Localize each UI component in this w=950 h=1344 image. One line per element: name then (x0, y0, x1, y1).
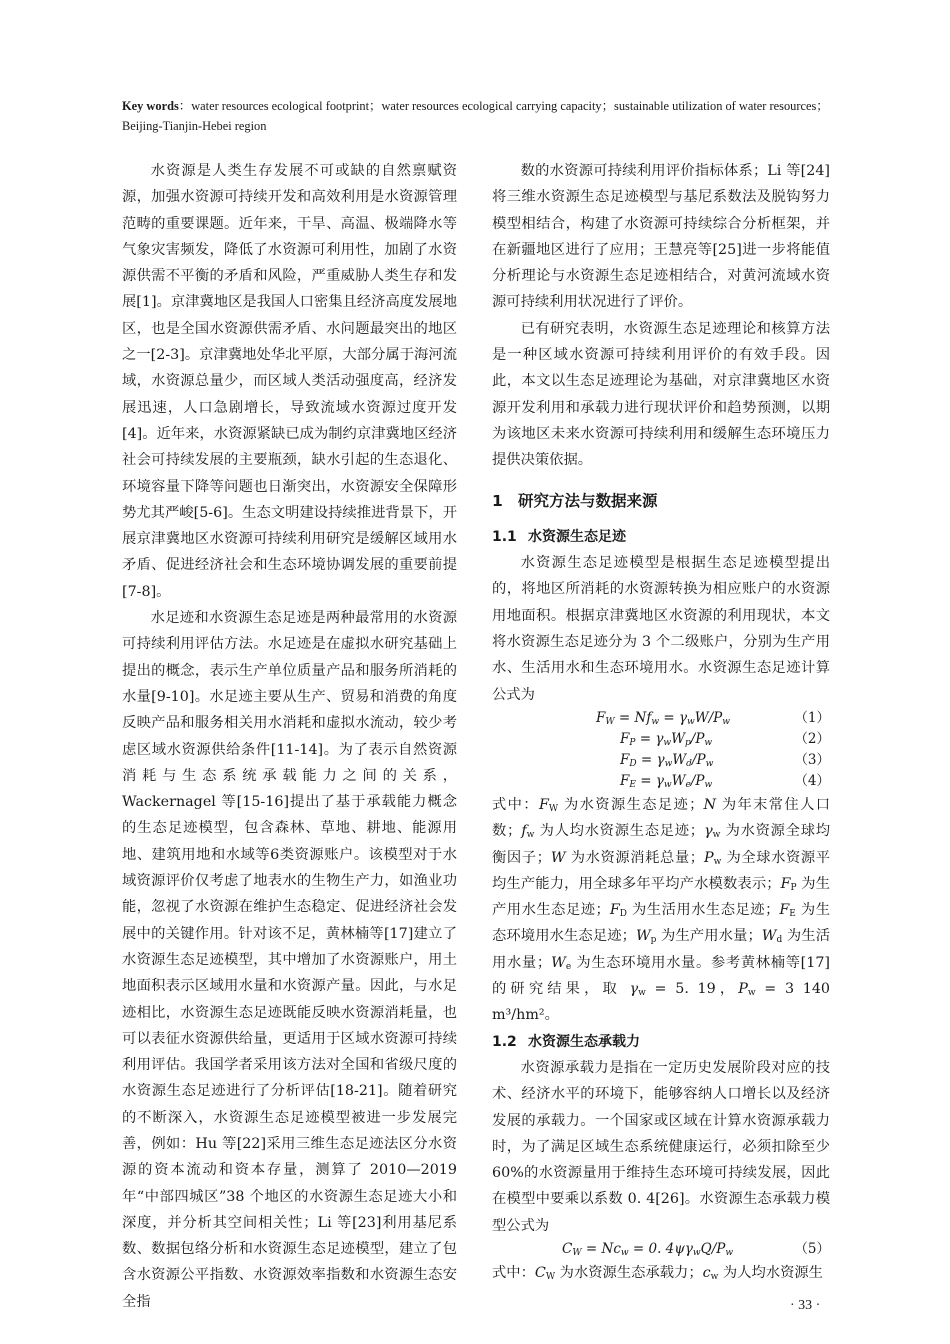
right-paragraph-2: 已有研究表明，水资源生态足迹理论和核算方法是一种区域水资源可持续利用评价的有效手段。因此，本文以生态足迹理论为基础，对京津冀地区水资源开发利用和承载力进行现状评价和趋势预测，以期为该地区未来水资源可持续利用和缓解生态环境压力提供决策依据。 (492, 320, 830, 469)
right-column (492, 158, 830, 1286)
section-1-2-heading: 1.2 水资源生态承载力 (492, 1033, 640, 1050)
equation-2: $F_P = \gamma_wW_p/P_w$ （2） (620, 730, 830, 748)
section-1-2-paragraph: 水资源承载力是指在一定历史发展阶段对应的技术、经济水平的环境下，能够容纳人口增长以及经济发展的承载力。一个国家或区域在计算水资源承载力时，为了满足区域生态系统健康运行，必须扣除至少60%的水资源量用于维持生态环境可持续发展，因此在模型中要乘以系数 0. 4[26]。水资源生态承载力模型公式为 (492, 1059, 830, 1234)
equation-5-definitions: 式中：$C_W$ 为水资源生态承载力；$c_w$ 为人均水资源生 (492, 1264, 823, 1282)
variable-definitions: 式中：$F_W$ 为水资源生态足迹；N 为年末常住人口数；$f_w$ 为人均水资源生态足迹；$\gamma_w$ 为水资源全球均衡因子；W 为水资源消耗总量；$P_w$ 为全球水资源平均生产能力，用全球多年平均产水模数表示；$F_P$ 为生产用水生态足迹；$F_D$ 为生活用水生态足迹；$F_E$ 为生态环境用水生态足迹；$W_p$ 为生产用水量；$W_d$ 为生活用水量；$W_e$ 为生态环境用水量。参考黄林楠等[17]的研究结果，取 $\gamma_w = 5$. 19，$P_w = 3$ 140 m³/hm²。 (492, 796, 831, 1024)
equation-1: $F_W = Nf_w = \gamma_wW/P_w$ （1） (596, 709, 830, 727)
keywords-label: Key words (122, 99, 179, 113)
right-paragraph-1: 数的水资源可持续利用评价指标体系；Li 等[24]将三维水资源生态足迹模型与基尼系数法及脱钩努力模型相结合，构建了水资源可持续综合分析框架，并在新疆地区进行了应用；王慧亮等[25]进一步将能值分析理论与水资源生态足迹相结合，对黄河流域水资源可持续利用状况进行了评价。 (492, 163, 830, 311)
keywords-text: water resources ecological footprint；water resources ecological carrying capacity；sustainable utilization of water resources；Beijing-Tianjin-Hebei region (122, 99, 829, 133)
left-column (122, 158, 457, 1315)
section-1-heading: 1 研究方法与数据来源 (492, 491, 658, 510)
section-1-1-paragraph: 水资源生态足迹模型是根据生态足迹模型提出的，将地区所消耗的水资源转换为相应账户的水资源用地面积。根据京津冀地区水资源的利用现状，本文将水资源生态足迹分为 3 个二级账户，分别为生产用水、生活用水和生态环境用水。水资源生态足迹计算公式为 (492, 555, 830, 703)
equation-3: $F_D = \gamma_wW_d/P_w$ （3） (620, 751, 830, 769)
section-1-1-heading: 1.1 水资源生态足迹 (492, 528, 626, 545)
page-number: · 33 · (790, 1298, 821, 1313)
keywords-block: Key words：water resources ecological footprint；water resources ecological carrying capacity；sustainable utilization of water resources；Beijing-Tianjin-Hebei region (122, 99, 829, 133)
equation-5: $C_W = Nc_w = 0$. $4\psi\gamma_wQ/P_w$ （5） (562, 1240, 830, 1258)
intro-paragraph-2: 水足迹和水资源生态足迹是两种最常用的水资源可持续利用评估方法。水足迹是在虚拟水研究基础上提出的概念，表示生产单位质量产品和服务所消耗的水量[9-10]。水足迹主要从生产、贸易和消费的角度反映产品和服务相关用水消耗和虚拟水流动，较少考虑区域水资源供给条件[11-14]。为了表示自然资源消耗与生态系统承载能力之间的关系，Wackernagel 等[15-16]提出了基于承载能力概念的生态足迹模型，包含森林、草地、耕地、能源用地、建筑用地和水域等6类资源账户。该模型对于水域资源评价仅考虑了地表水的生物生产力，如渔业功能，忽视了水资源在维护生态稳定、促进经济社会发展中的关键作用。针对该不足，黄林楠等[17]建立了水资源生态足迹模型，其中增加了水资源账户，用土地面积表示区域用水量和水资源产量。因此，与水足迹相比，水资源生态足迹既能反映水资源消耗量，也可以表征水资源供给量，更适用于区域水资源可持续利用评估。我国学者采用该方法对全国和省级尺度的水资源生态足迹进行了分析评估[18-21]。随着研究的不断深入，水资源生态足迹模型被进一步发展完善，例如：Hu 等[22]采用三维生态足迹法区分水资源的资本流动和资本存量，测算了 2010—2019 年“中部四城区”38 个地区的水资源生态足迹大小和深度，并分析其空间相关性；Li 等[23]利用基尼系数、数据包络分析和水资源生态足迹模型，建立了包含水资源公平指数、水资源效率指数和水资源生态安全指 (122, 610, 457, 1310)
intro-paragraph-1: 水资源是人类生存发展不可或缺的自然禀赋资源，加强水资源可持续开发和高效利用是水资源管理范畴的重要课题。近年来，干旱、高温、极端降水等气象灾害频发，降低了水资源可利用性，加剧了水资源供需不平衡的矛盾和风险，严重威胁人类生存和发展[1]。京津冀地区是我国人口密集且经济高度发展地区，也是全国水资源供需矛盾、水问题最突出的地区之一[2-3]。京津冀地处华北平原，大部分属于海河流域，水资源总量少，而区域人类活动强度高，经济发展迅速，人口急剧增长，导致流域水资源过度开发[4]。近年来，水资源紧缺已成为制约京津冀地区经济社会可持续发展的主要瓶颈，缺水引起的生态退化、环境容量下降等问题也日渐突出，水资源安全保障形势尤其严峻[5-6]。生态文明建设持续推进背景下，开展京津冀地区水资源可持续利用研究是缓解区域用水矛盾、促进经济社会和生态环境协调发展的重要前提[7-8]。 (122, 163, 457, 600)
equation-4: $F_E = \gamma_wW_e/P_w$ （4） (620, 772, 830, 790)
